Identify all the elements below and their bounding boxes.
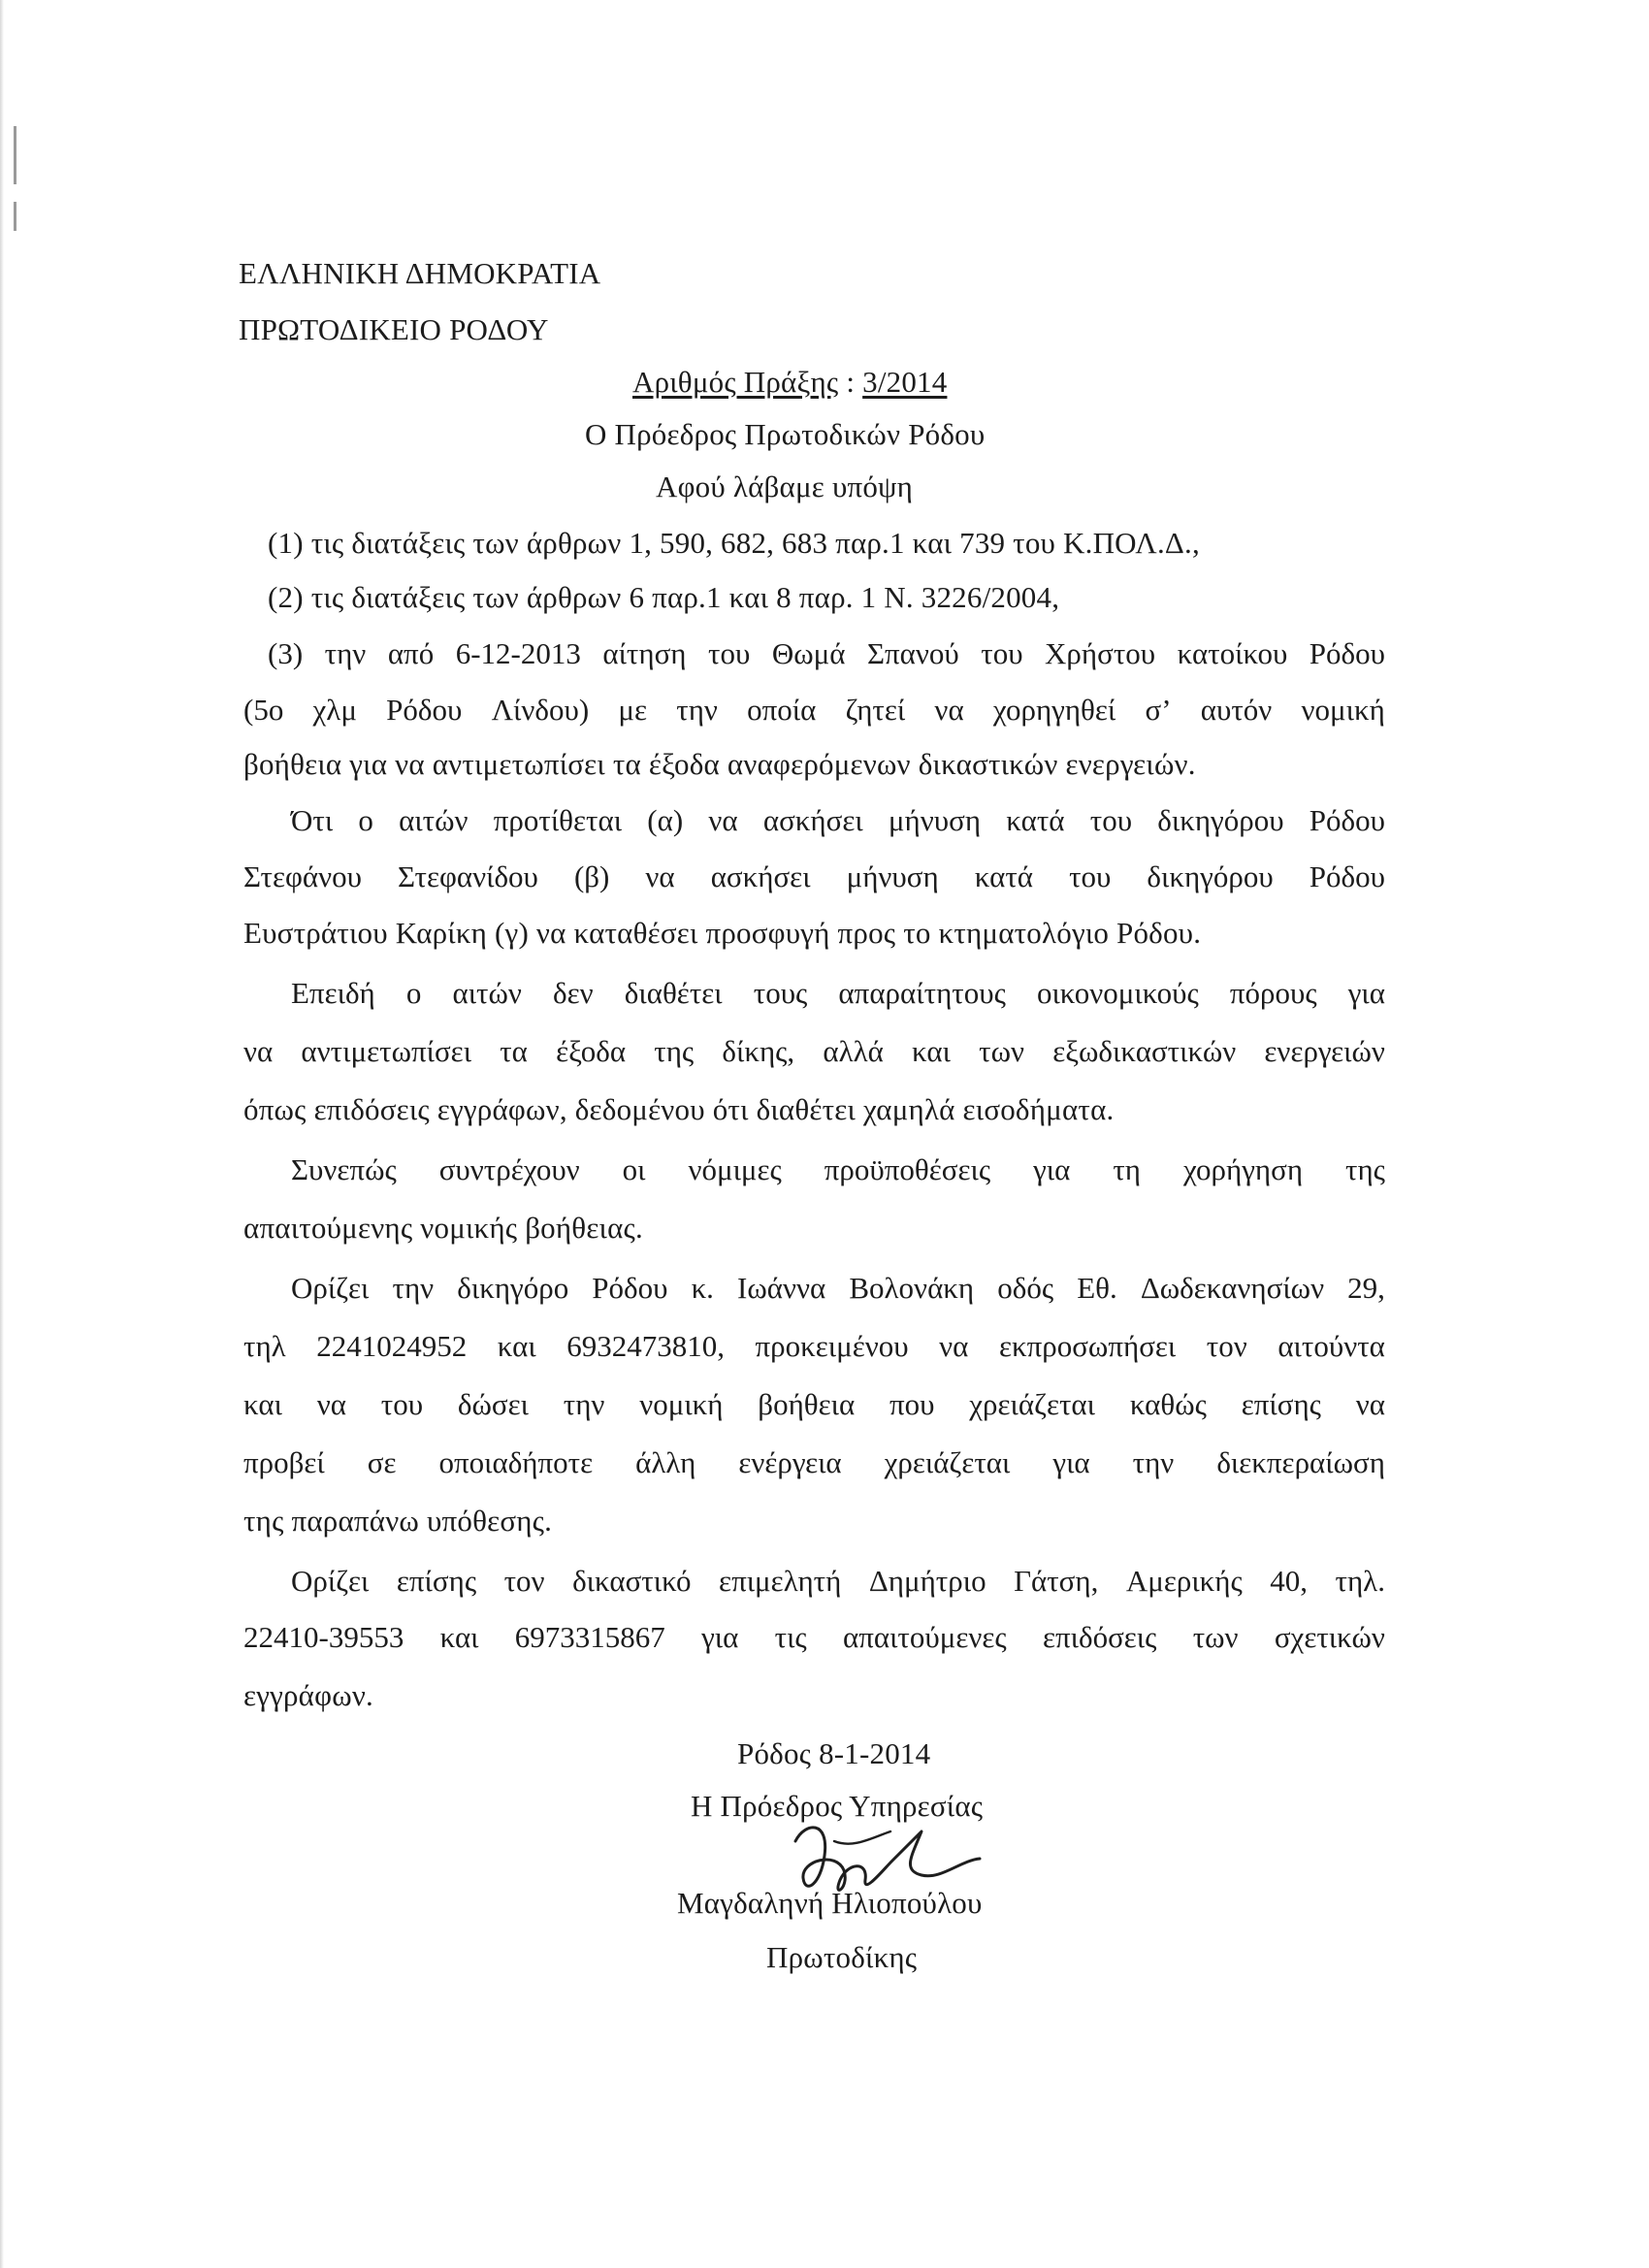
header-republic: ΕΛΛΗΝΙΚΗ ΔΗΜΟΚΡΑΤΙΑ [239,256,601,290]
paragraph-conditions-line: Συνεπώς συντρέχουν οι νόμιμες προϋποθέσεις για τη χορήγηση της [291,1152,1385,1186]
consideration-3-cont-a: (5ο χλμ Ρόδου Λίνδου) με την οποία ζητεί να χορηγηθεί σ’ αυτόν νομική [243,693,1385,727]
paragraph-bailiff-line: εγγράφων. [243,1678,373,1712]
place-date: Ρόδος 8-1-2014 [737,1736,931,1770]
scan-mark [14,126,16,184]
paragraph-reasons-line: Στεφάνου Στεφανίδου (β) να ασκήσει μήνυση κατά του δικηγόρου Ρόδου [243,859,1385,893]
consideration-2: (2) τις διατάξεις των άρθρων 6 παρ.1 και 8 παρ. 1 Ν. 3226/2004, [268,580,1060,614]
signer-role: Η Πρόεδρος Υπηρεσίας [691,1789,984,1823]
paragraph-conditions-line: απαιτούμενης νομικής βοήθειας. [243,1211,643,1245]
header-court: ΠΡΩΤΟΔΙΚΕΙΟ ΡΟΔΟΥ [239,312,549,346]
paragraph-reasons-line: Ευστράτιου Καρίκη (γ) να καταθέσει προσφυγή προς το κτηματολόγιο Ρόδου. [243,916,1202,950]
paragraph-lawyer-line: και να του δώσει την νομική βοήθεια που χρειάζεται καθώς επίσης να [243,1387,1385,1421]
considering-line: Αφού λάβαμε υπόψη [656,470,914,503]
act-number [632,363,947,402]
act-label: Αριθμός Πράξης [632,365,839,399]
act-number-value: 3/2014 [862,365,948,399]
paragraph-lawyer-line: Ορίζει την δικηγόρο Ρόδου κ. Ιωάννα Βολονάκη οδός Εθ. Δωδεκανησίων 29, [291,1271,1385,1305]
paragraph-means-line: Επειδή ο αιτών δεν διαθέτει τους απαραίτητους οικονομικούς πόρους για [291,976,1385,1010]
paragraph-bailiff-line: Ορίζει επίσης τον δικαστικό επιμελητή Δημήτριο Γάτση, Αμερικής 40, τηλ. [291,1564,1385,1598]
paragraph-lawyer-line: τηλ 2241024952 και 6932473810, προκειμένου να εκπροσωπήσει τον αιτούντα [243,1329,1385,1363]
paragraph-means-line: να αντιμετωπίσει τα έξοδα της δίκης, αλλά και των εξωδικαστικών ενεργειών [243,1034,1385,1068]
scan-edge [0,0,4,2268]
signer-title: Πρωτοδίκης [766,1940,918,1974]
scan-mark [14,202,16,231]
consideration-1: (1) τις διατάξεις των άρθρων 1, 590, 682, 683 παρ.1 και 739 του Κ.ΠΟΛ.Δ., [268,526,1200,560]
signer-name: Μαγδαληνή Ηλιοπούλου [677,1886,983,1920]
paragraph-lawyer-line: της παραπάνω υπόθεσης. [243,1504,553,1538]
paragraph-bailiff-line: 22410-39553 και 6973315867 για τις απαιτούμενες επιδόσεις των σχετικών [243,1620,1385,1654]
paragraph-reasons-line: Ότι ο αιτών προτίθεται (α) να ασκήσει μήνυση κατά του δικηγόρου Ρόδου [291,803,1385,837]
act-separator: : [838,365,863,399]
consideration-3: (3) την από 6-12-2013 αίτηση του Θωμά Σπανού του Χρήστου κατοίκου Ρόδου [268,636,1385,670]
paragraph-means-line: όπως επιδόσεις εγγράφων, δεδομένου ότι διαθέτει χαμηλά εισοδήματα. [243,1092,1115,1126]
paragraph-lawyer-line: προβεί σε οποιαδήποτε άλλη ενέργεια χρειάζεται για την διεκπεραίωση [243,1445,1385,1479]
president-line: Ο Πρόεδρος Πρωτοδικών Ρόδου [585,417,986,451]
consideration-3-cont-b: βοήθεια για να αντιμετωπίσει τα έξοδα αναφερόμενων δικαστικών ενεργειών. [243,747,1196,781]
